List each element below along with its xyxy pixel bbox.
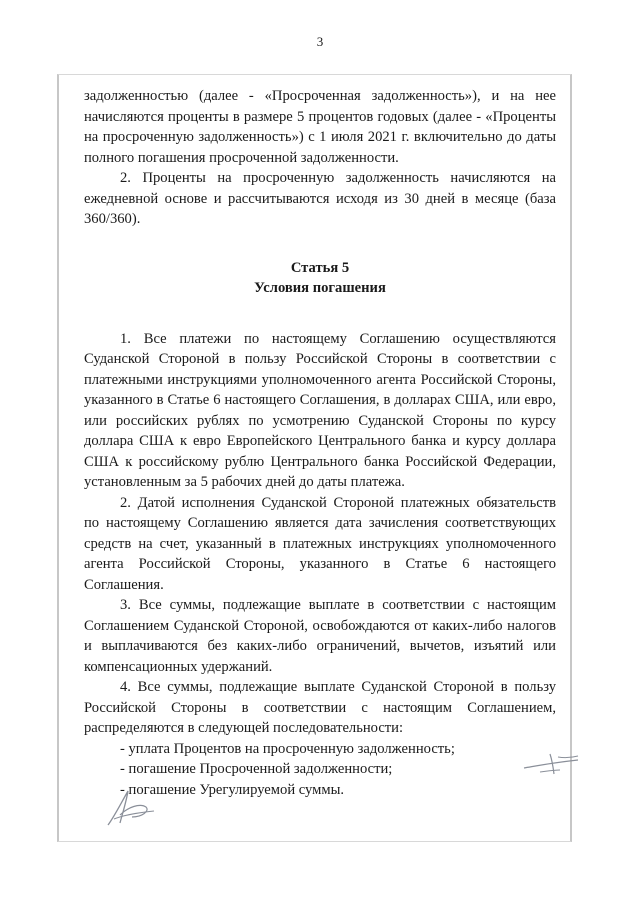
article-number: Статья 5	[290, 259, 350, 276]
paragraph-continuation: задолженностью (далее - «Просроченная задолженность»), и на нее начисляются проценты в размере 5 процентов годовых (далее - «Проценты на просроченную задолженность») с 1 июля 2021 г. включительно до даты полного погашения просроченной задолженности.	[84, 88, 556, 166]
clause-3: 3. Все суммы, подлежащие выплате в соответствии с настоящим Соглашением Суданской Стороной, освобождаются от каких-либо налогов и выплачиваются без каких-либо ограничений, вычетов, изъятий или компенсационных удержаний.	[84, 597, 556, 675]
initials-signature-left	[100, 785, 164, 831]
clause-1: 1. Все платежи по настоящему Соглашению осуществляются Суданской Стороной в пользу Российской Стороны в соответствии с платежными инструкциями уполномоченного агента Российской Стороны, указанного в Статье 6 настоящего Соглашения, в долларах США, или евро, или российских рублях по усмотрению Суданской Стороны по курсу доллара США к евро Европейского Центрального банка и курсу доллара США к российскому рублю Центрального банка Российской Федерации, установленным за 5 рабочих дней до даты платежа.	[84, 330, 556, 490]
article-title: Условия погашения	[254, 280, 386, 296]
page-number: 3	[316, 34, 324, 49]
clause-4: 4. Все суммы, подлежащие выплате Суданской Стороной в пользу Российской Стороны в соответствии с настоящим Соглашением, распределяются в следующей последовательности:	[84, 679, 556, 736]
clause-2: 2. Датой исполнения Суданской Стороной платежных обязательств по настоящему Соглашению является дата зачисления соответствующих средств на счет, указанный в платежных инструкциях уполномоченного агента Российской Стороны, указанного в Статье 6 настоящего Соглашения.	[84, 494, 556, 593]
list-item: - погашение Урегулируемой суммы.	[120, 781, 345, 798]
paragraph-2: 2. Проценты на просроченную задолженность начисляются на ежедневной основе и рассчитываются исходя из 30 дней в месяце (база 360/360).	[84, 170, 556, 227]
list-item: - уплата Процентов на просроченную задолженность;	[120, 740, 455, 757]
document-body	[84, 86, 556, 800]
initials-signature-right	[520, 748, 584, 778]
list-item: - погашение Просроченной задолженности;	[120, 761, 393, 777]
